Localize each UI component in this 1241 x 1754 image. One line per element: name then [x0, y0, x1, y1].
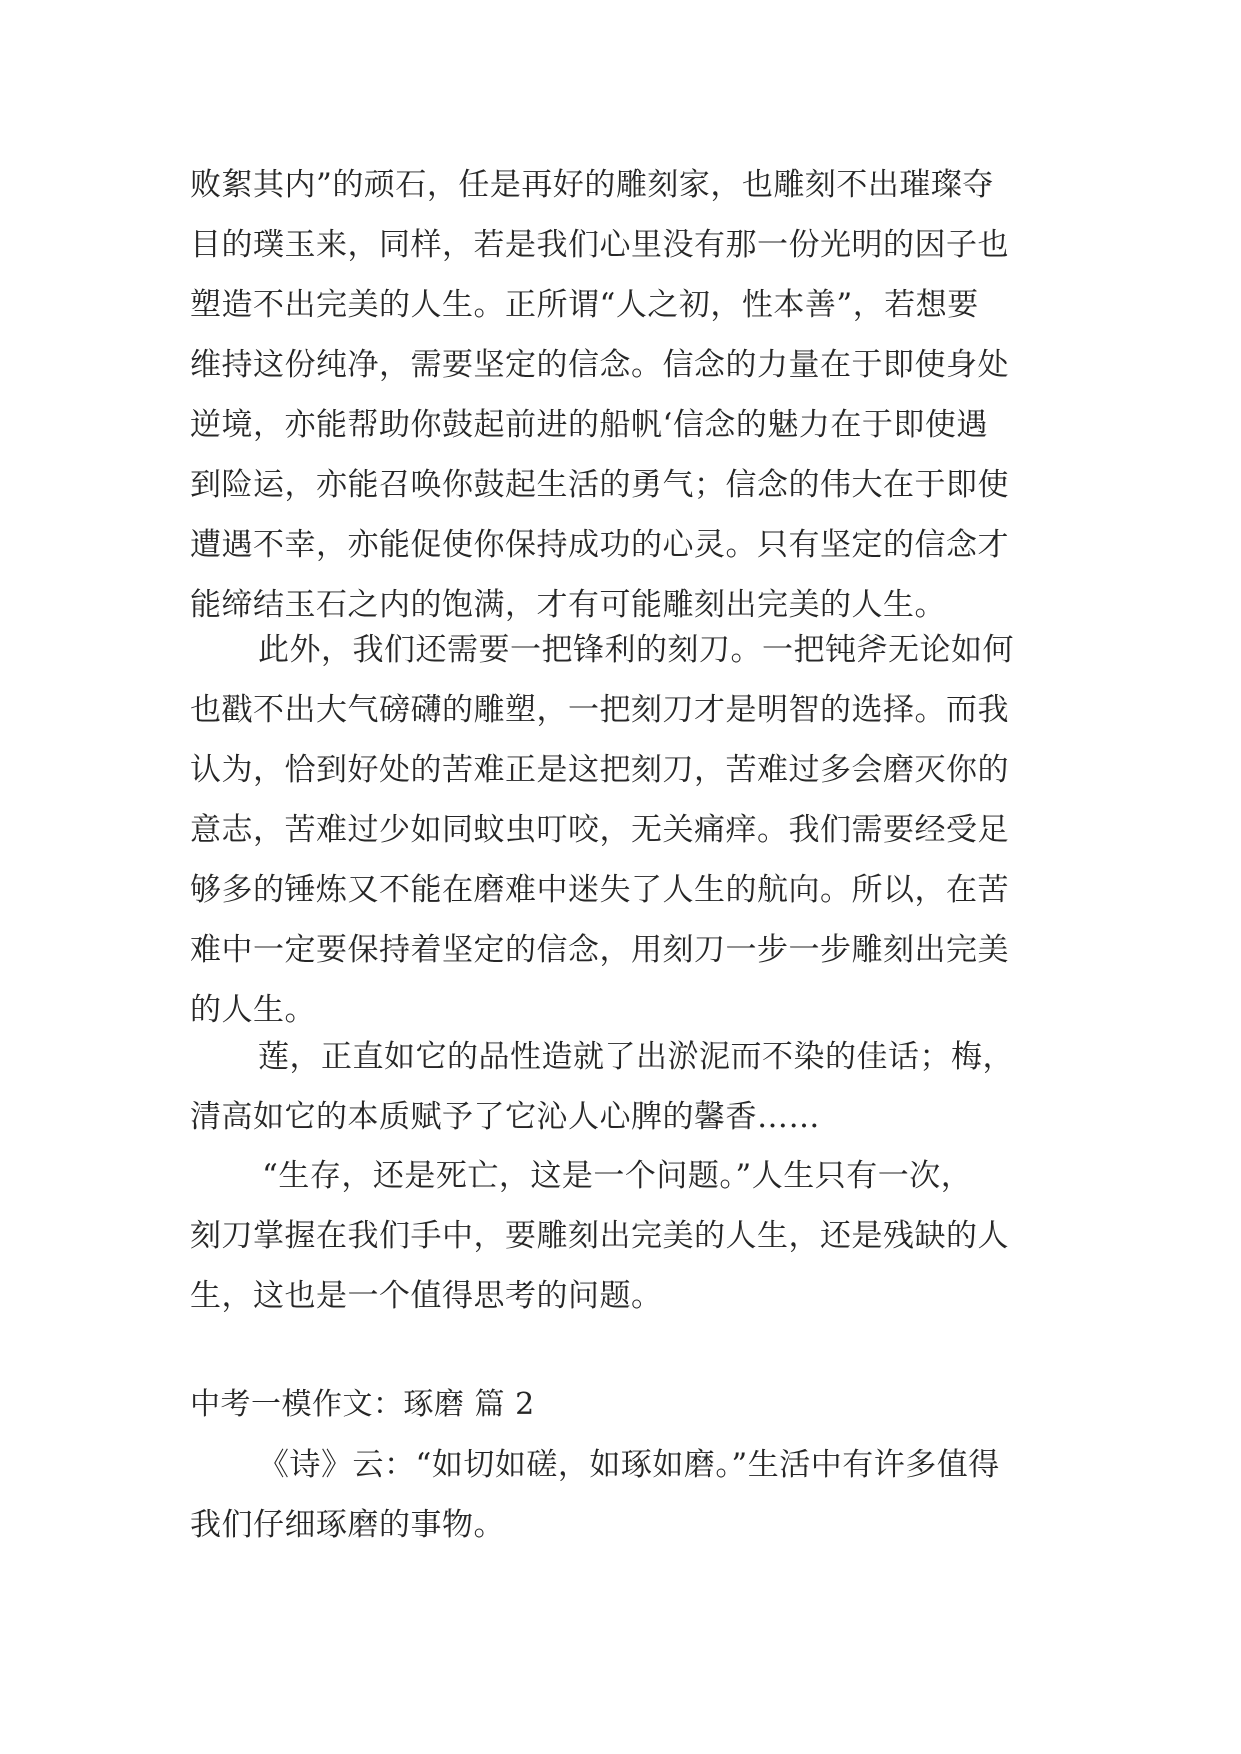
text-line: 败絮其内”的顽石，任是再好的雕刻家，也雕刻不出璀璨夺 [190, 167, 994, 203]
text-line: 维持这份纯净，需要坚定的信念。信念的力量在于即使身处 [190, 347, 1009, 383]
text-line: 到险运，亦能召唤你鼓起生活的勇气；信念的伟大在于即使 [190, 467, 1009, 503]
paragraph-5 [190, 1435, 1060, 1555]
text-line: “生存，还是死亡，这是一个问题。”人生只有一次， [262, 1158, 973, 1194]
text-line: 难中一定要保持着坚定的信念，用刻刀一步一步雕刻出完美 [190, 932, 1009, 968]
text-line: 刻刀掌握在我们手中，要雕刻出完美的人生，还是残缺的人 [190, 1218, 1009, 1254]
text-line: 此外，我们还需要一把锋利的刻刀。一把钝斧无论如何 [258, 632, 1014, 668]
text-line: 能缔结玉石之内的饱满，才有可能雕刻出完美的人生。 [190, 587, 946, 623]
text-line: 清高如它的本质赋予了它沁人心脾的馨香…… [190, 1099, 820, 1135]
text-line: 逆境，亦能帮助你鼓起前进的船帆‘信念的魅力在于即使遇 [190, 407, 988, 443]
text-line: 我们仔细琢磨的事物。 [190, 1507, 505, 1543]
text-line: 生，这也是一个值得思考的问题。 [190, 1278, 663, 1314]
text-line: 《诗》云：“如切如磋，如琢如磨。”生活中有许多值得 [258, 1447, 1000, 1483]
text-line: 目的璞玉来，同样，若是我们心里没有那一份光明的因子也 [190, 227, 1009, 263]
paragraph-1 [190, 155, 1060, 635]
text-line: 塑造不出完美的人生。正所谓“人之初，性本善”，若想要 [190, 287, 979, 323]
text-line: 认为，恰到好处的苦难正是这把刻刀，苦难过多会磨灭你的 [190, 752, 1009, 788]
paragraph-3 [190, 1027, 1060, 1147]
text-line: 意志，苦难过少如同蚊虫叮咬，无关痛痒。我们需要经受足 [190, 812, 1009, 848]
paragraph-2 [190, 620, 1060, 1040]
section-heading-block [190, 1375, 1060, 1435]
text-line: 也戳不出大气磅礴的雕塑，一把刻刀才是明智的选择。而我 [190, 692, 1009, 728]
text-line: 莲，正直如它的品性造就了出淤泥而不染的佳话；梅， [258, 1039, 1014, 1075]
section-heading: 中考一模作文：琢磨 篇 2 [190, 1387, 535, 1422]
text-line: 的人生。 [190, 992, 316, 1028]
text-line: 够多的锤炼又不能在磨难中迷失了人生的航向。所以，在苦 [190, 872, 1009, 908]
text-line: 遭遇不幸，亦能促使你保持成功的心灵。只有坚定的信念才 [190, 527, 1009, 563]
paragraph-4 [190, 1146, 1060, 1326]
